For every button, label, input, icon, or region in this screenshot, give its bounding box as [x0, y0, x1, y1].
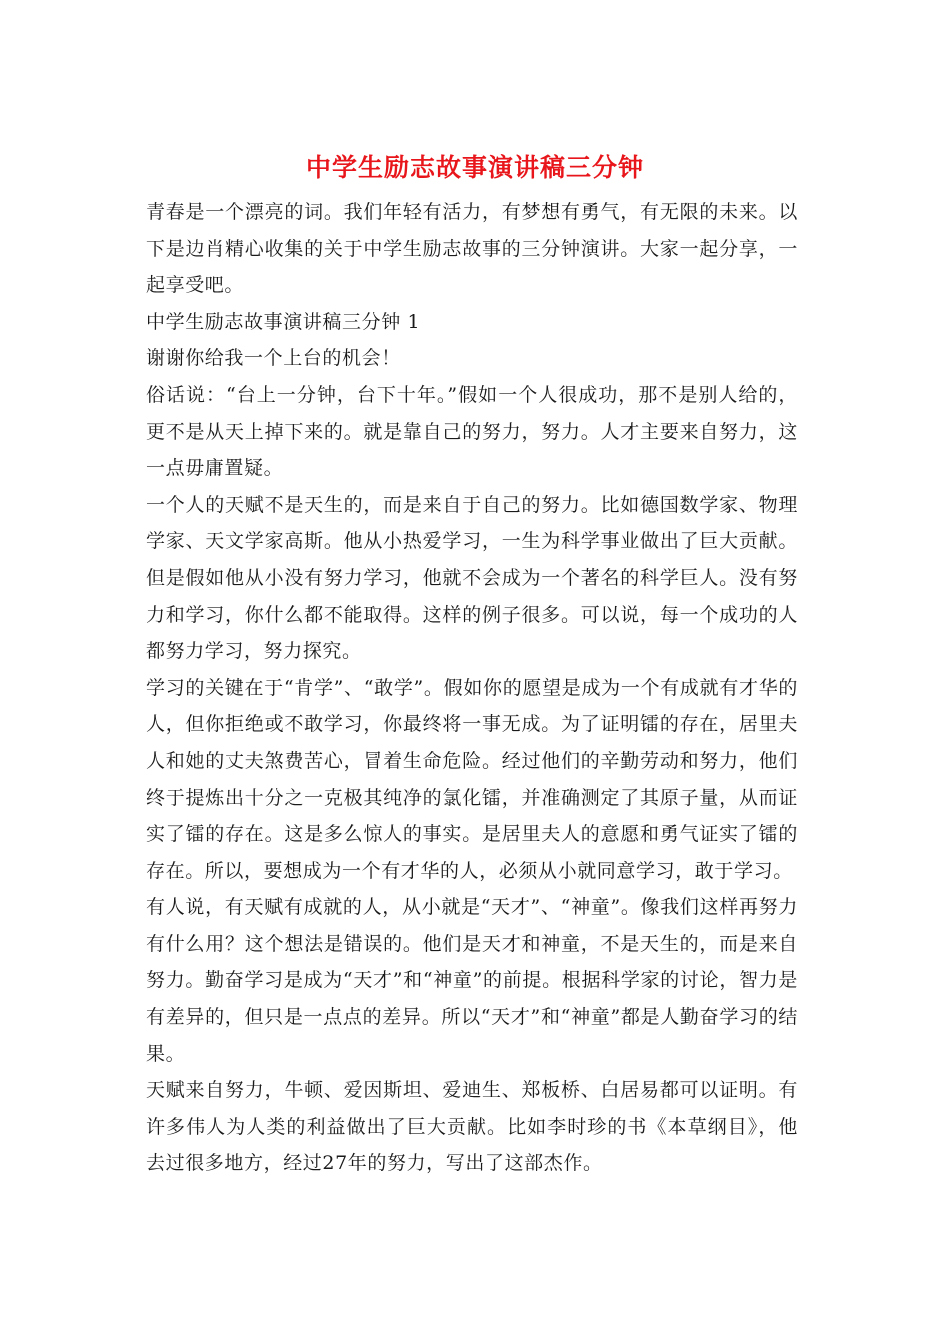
paragraph: 天赋来自努力，牛顿、爱因斯坦、爱迪生、郑板桥、白居易都可以证明。有许多伟人为人类的利益做出了巨大贡献。比如李时珍的书《本草纲目》，他去过很多地方，经过27年的努力，写出了这部杰作。 [146, 1079, 798, 1175]
document-body [146, 194, 798, 1182]
paragraph: 一个人的天赋不是天生的，而是来自于自己的努力。比如德国数学家、物理学家、天文学家高斯。他从小热爱学习，一生为科学事业做出了巨大贡献。但是假如他从小没有努力学习，他就不会成为一个著名的科学巨人。没有努力和学习，你什么都不能取得。这样的例子很多。可以说，每一个成功的人都努力学习，努力探究。 [146, 493, 798, 663]
paragraph-thanks: 谢谢你给我一个上台的机会！ [146, 347, 401, 370]
paragraph-intro: 青春是一个漂亮的词。我们年轻有活力，有梦想有勇气，有无限的未来。以下是边肖精心收集的关于中学生励志故事的三分钟演讲。大家一起分享，一起享受吧。 [146, 201, 798, 297]
paragraph: 有人说，有天赋有成就的人，从小就是“天才”、“神童”。像我们这样再努力有什么用？这个想法是错误的。他们是天才和神童，不是天生的，而是来自努力。勤奋学习是成为“天才”和“神童”的前提。根据科学家的讨论，智力是有差异的，但只是一点点的差异。所以“天才”和“神童”都是人勤奋学习的结果。 [146, 896, 798, 1065]
section-heading: 中学生励志故事演讲稿三分钟 1 [146, 310, 421, 333]
document-title: 中学生励志故事演讲稿三分钟 [305, 153, 644, 182]
paragraph: 学习的关键在于“肯学”、“敢学”。假如你的愿望是成为一个有成就有才华的人，但你拒绝或不敢学习，你最终将一事无成。为了证明镭的存在，居里夫人和她的丈夫煞费苦心，冒着生命危险。经过他们的辛勤劳动和努力，他们终于提炼出十分之一克极其纯净的氯化镭，并准确测定了其原子量，从而证实了镭的存在。这是多么惊人的事实。是居里夫人的意愿和勇气证实了镭的存在。所以，要想成为一个有才华的人，必须从小就同意学习，敢于学习。 [146, 676, 798, 882]
paragraph: 俗话说：“台上一分钟，台下十年。”假如一个人很成功，那不是别人给的，更不是从天上掉下来的。就是靠自己的努力，努力。人才主要来自努力，这一点毋庸置疑。 [146, 383, 798, 480]
